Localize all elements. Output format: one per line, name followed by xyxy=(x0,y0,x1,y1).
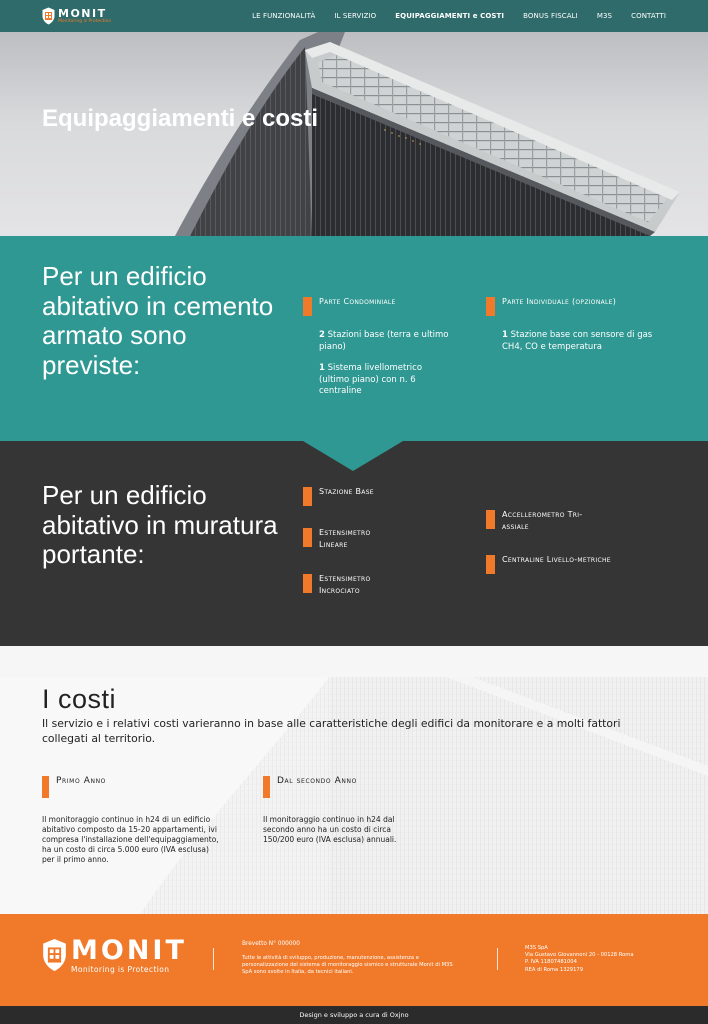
nav-item-m3s[interactable]: M3S xyxy=(596,12,613,20)
footer-patent-block xyxy=(242,941,464,977)
masonry-item: Estensimetro Incrociato xyxy=(303,573,399,597)
masonry-item: Estensimetro Lineare xyxy=(303,527,399,551)
credits-bar xyxy=(0,1006,708,1024)
footer xyxy=(0,914,708,1006)
individual-item: 1 Stazione base con sensore di gas CH4, CO e temperatura xyxy=(502,330,653,352)
masonry-item: Centraline Livello-metriche xyxy=(486,554,612,574)
second-year-plan xyxy=(263,775,423,845)
orange-marker xyxy=(263,776,270,798)
footer-description: Tutte le attività di sviluppo, produzione, manutenzione, assistenza e personalizzazione del sistema di monitoraggio sismico e strutturale Monit di M3S SpA sono svolte in Italia, da tecnici italiani. xyxy=(242,955,453,976)
nav-item-contatti[interactable]: CONTATTI xyxy=(631,12,666,20)
nav-item-servizio[interactable]: IL SERVIZIO xyxy=(334,12,377,20)
first-year-plan xyxy=(42,775,220,865)
condo-item: 1 Sistema livellometrico (ultimo piano) con n. 6 centraline xyxy=(319,363,423,396)
condo-label: Parte Condominiale xyxy=(319,297,396,306)
first-year-text: Il monitoraggio continuo in h24 di un edificio abitativo composto da 15-20 appartamenti, ivi compresa l'installazione dell'equipaggiamento, ha un costo di circa 5.000 euro (IVA esclusa) per il primo anno. xyxy=(42,815,219,864)
second-year-label: Dal secondo Anno xyxy=(277,776,357,786)
nav-item-funzionalita[interactable]: LE FUNZIONALITÀ xyxy=(252,12,316,20)
first-year-label: Primo Anno xyxy=(56,776,106,786)
footer-logo-name: MONIT xyxy=(71,935,187,966)
concrete-heading: Per un edificio abitativo in cemento armato sono previste: xyxy=(42,261,274,380)
orange-marker xyxy=(42,776,49,798)
patent-number: Brevetto N° 000000 xyxy=(242,941,300,947)
page-title: Equipaggiamenti e costi xyxy=(42,105,319,132)
footer-logo[interactable] xyxy=(42,937,187,974)
masonry-item: Accellerometro Tri-assiale xyxy=(486,509,612,533)
company-vat: P. IVA 11807481004 xyxy=(525,959,577,966)
logo-name: MONIT xyxy=(58,6,107,20)
individual-label: Parte Individuale (opzionale) xyxy=(502,297,617,306)
shield-logo-icon xyxy=(42,938,67,972)
nav-item-bonus-fiscali[interactable]: BONUS FISCALI xyxy=(523,12,578,20)
costs-section xyxy=(0,646,708,914)
masonry-heading: Per un edificio abitativo in muratura portante: xyxy=(42,480,278,569)
footer-divider xyxy=(497,948,498,970)
logo-tagline: Monitoring is Protection xyxy=(58,18,112,24)
footer-divider xyxy=(213,948,214,970)
costs-heading: I costi xyxy=(42,684,117,714)
company-info xyxy=(525,945,634,974)
condo-item: 2 Stazioni base (terra e ultimo piano) xyxy=(319,330,449,352)
footer-logo-tagline: Monitoring is Protection xyxy=(71,965,170,974)
company-name: M3S SpA xyxy=(525,945,548,951)
masonry-item: Stazione Base xyxy=(303,486,399,506)
company-address: Via Gustavo Giovannoni 20 - 00128 Roma xyxy=(525,952,634,959)
costs-intro: Il servizio e i relativi costi varieranno in base alle caratteristiche degli edifici da monitorare e a molti fattori collegati al territorio. xyxy=(42,717,621,745)
nav-item-equipaggiamenti[interactable]: EQUIPAGGIAMENTI e COSTI xyxy=(395,12,505,20)
company-rea: REA di Roma 1329179 xyxy=(525,966,583,973)
credits-text[interactable]: Design e sviluppo a cura di Oxjno xyxy=(299,1011,409,1019)
second-year-text: Il monitoraggio continuo in h24 dal secondo anno ha un costo di circa 150/200 euro (IVA esclusa) annuali. xyxy=(263,815,397,844)
